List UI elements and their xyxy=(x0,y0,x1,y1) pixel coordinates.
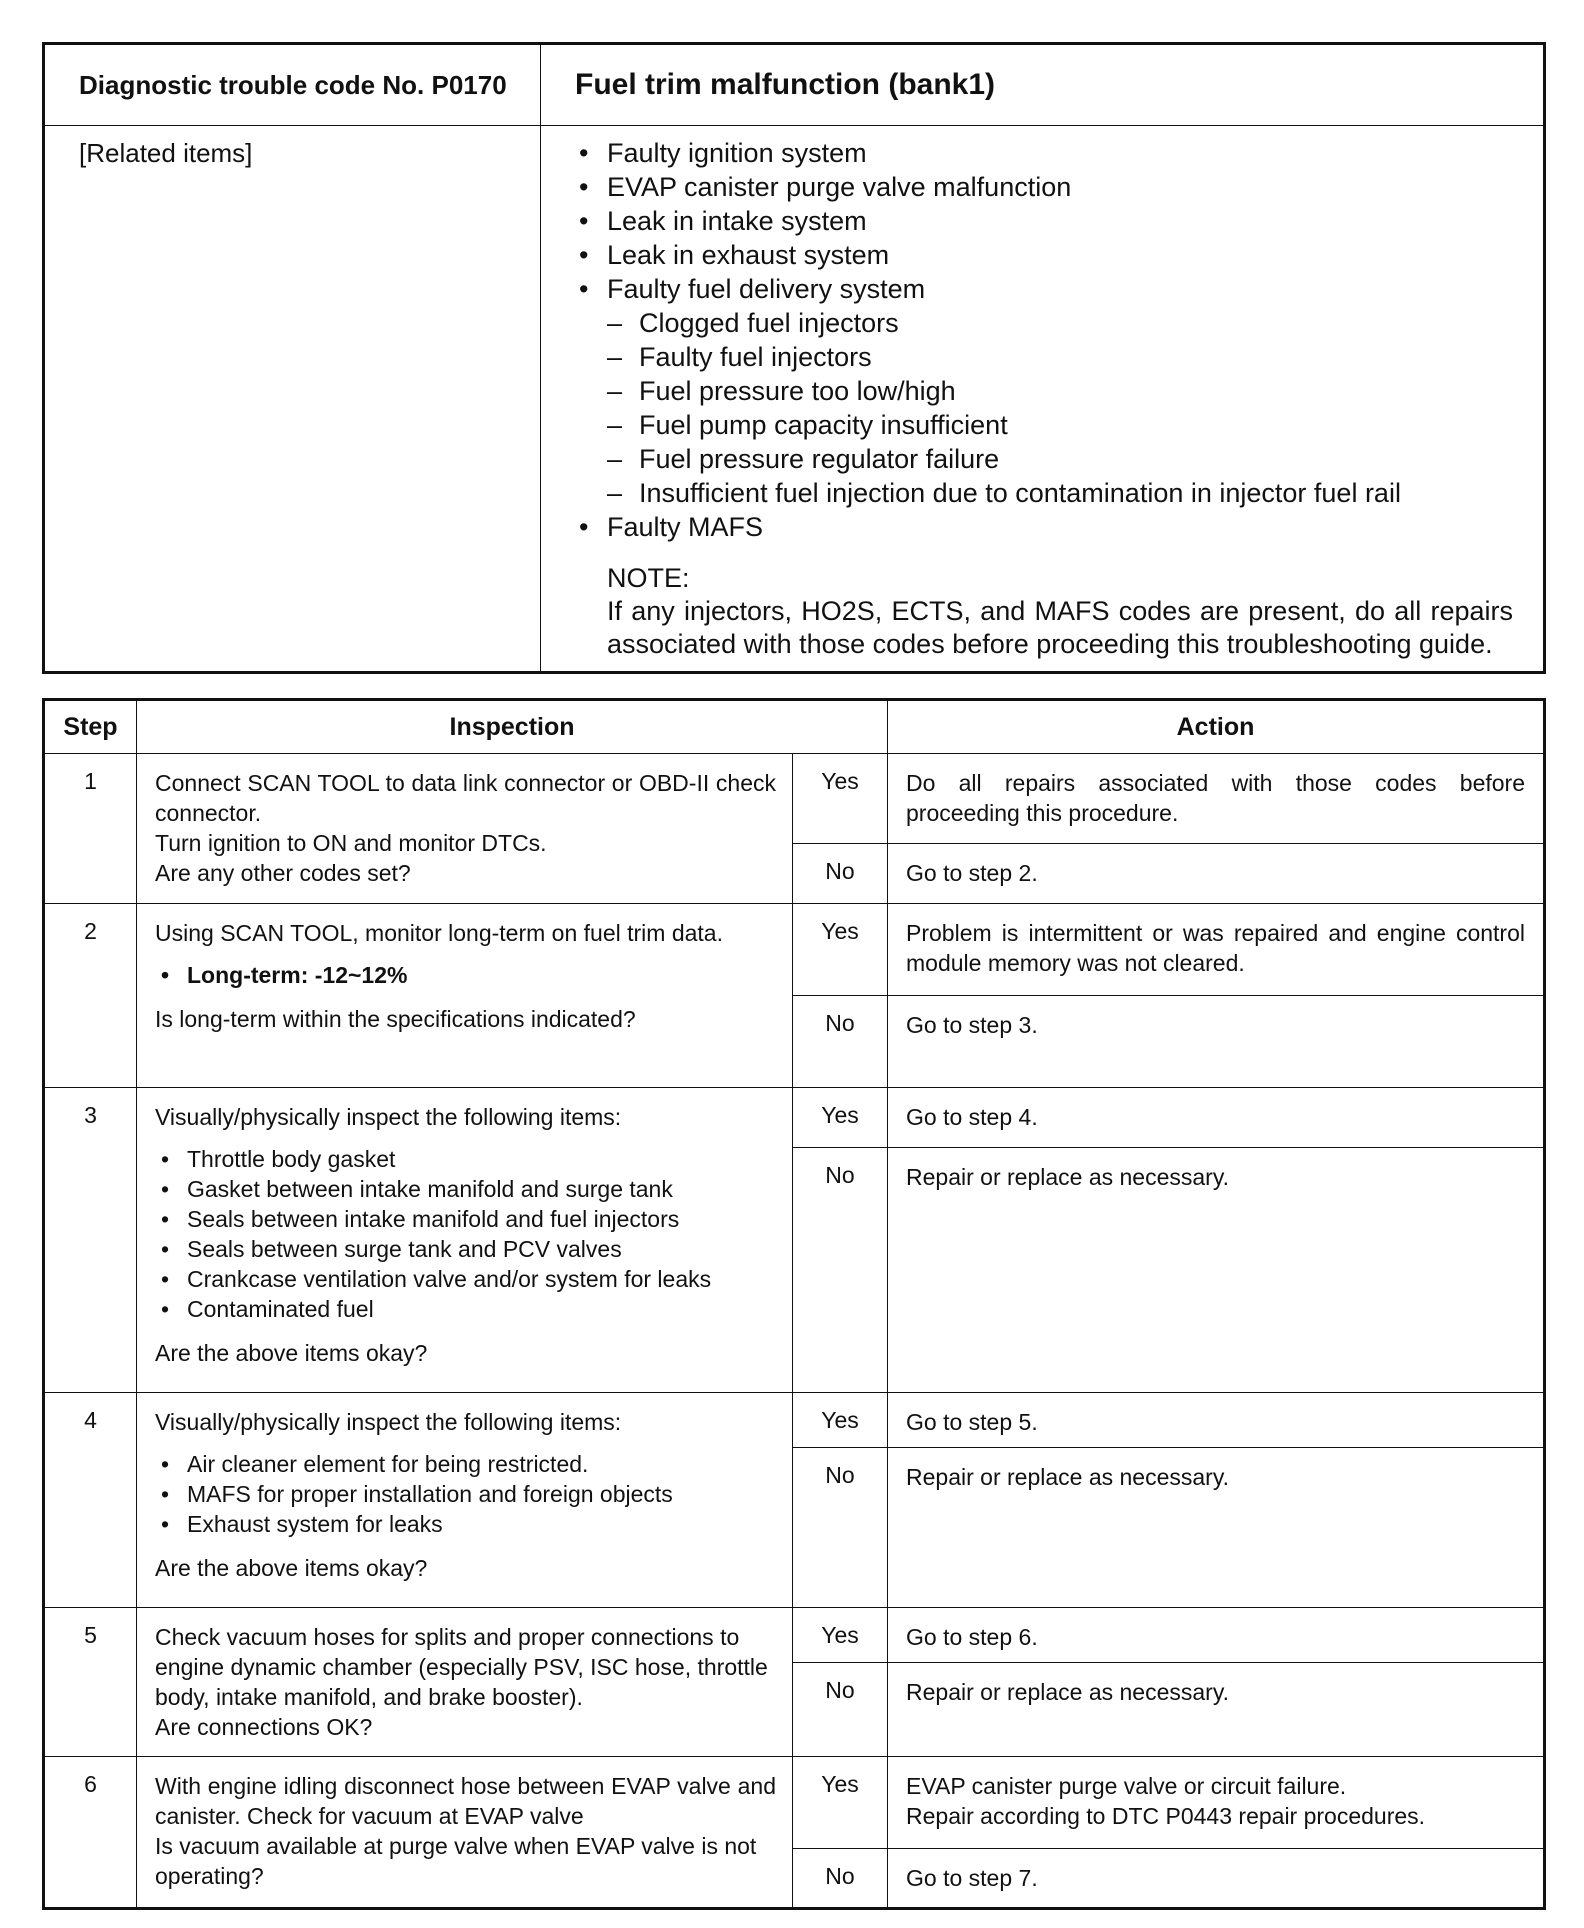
step-row xyxy=(44,1393,1545,1448)
no-action: Go to step 2. xyxy=(888,844,1545,904)
inspection-question: Are connections OK? xyxy=(155,1714,373,1740)
inspection-text: Visually/physically inspect the following items: xyxy=(155,1104,622,1130)
spec-value: • Long-term: -12~12% xyxy=(155,960,776,990)
step-row xyxy=(44,754,1545,844)
no-label: No xyxy=(793,1849,888,1909)
inspection-item: • Throttle body gasket xyxy=(155,1144,776,1174)
yes-action xyxy=(888,1757,1545,1849)
inspection-question: Are any other codes set? xyxy=(155,860,411,886)
note-label: NOTE: xyxy=(607,563,690,593)
inspection-item: • Crankcase ventilation valve and/or system for leaks xyxy=(155,1264,776,1294)
yes-action: Go to step 6. xyxy=(888,1608,1545,1663)
col-action-header: Action xyxy=(888,700,1545,754)
fuel-sub-item: – Insufficient fuel injection due to contamination in injector fuel rail xyxy=(607,476,1513,510)
dtc-code-label: Diagnostic trouble code No. P0170 xyxy=(44,44,541,126)
related-item-fuel xyxy=(575,272,1513,510)
related-items-cell xyxy=(541,126,1545,673)
step-number: 4 xyxy=(44,1393,137,1608)
fuel-sub-item: – Fuel pressure regulator failure xyxy=(607,442,1513,476)
dtc-info-table xyxy=(42,42,1546,674)
no-label: No xyxy=(793,844,888,904)
inspection-question: Are the above items okay? xyxy=(155,1555,428,1581)
inspection-text: Visually/physically inspect the following items: xyxy=(155,1409,622,1435)
yes-label: Yes xyxy=(793,1393,888,1448)
fuel-sub-item: – Clogged fuel injectors xyxy=(607,306,1513,340)
inspection-item: • MAFS for proper installation and foreign objects xyxy=(155,1479,776,1509)
step-inspection xyxy=(137,1608,793,1757)
yes-action: Problem is intermittent or was repaired and engine control module memory was not cleared. xyxy=(888,904,1545,996)
yes-action-line: Repair according to DTC P0443 repair procedures. xyxy=(906,1803,1426,1829)
yes-label: Yes xyxy=(793,754,888,844)
fuel-sub-item: – Faulty fuel injectors xyxy=(607,340,1513,374)
related-item: • Leak in intake system xyxy=(575,204,1513,238)
step-inspection xyxy=(137,754,793,904)
inspection-text: With engine idling disconnect hose between EVAP valve and canister. Check for vacuum at EVAP valve xyxy=(155,1773,776,1829)
related-item: • EVAP canister purge valve malfunction xyxy=(575,170,1513,204)
step-number: 5 xyxy=(44,1608,137,1757)
inspection-item: • Air cleaner element for being restricted. xyxy=(155,1449,776,1479)
related-item-label: Faulty fuel delivery system xyxy=(607,274,926,304)
no-label: No xyxy=(793,1148,888,1393)
note-text: If any injectors, HO2S, ECTS, and MAFS codes are present, do all repairs associated with those codes before proceeding this troubleshooting guide. xyxy=(607,596,1513,659)
no-action: Repair or replace as necessary. xyxy=(888,1448,1545,1608)
no-label: No xyxy=(793,996,888,1088)
related-item: • Leak in exhaust system xyxy=(575,238,1513,272)
step-inspection xyxy=(137,1088,793,1393)
yes-action-line: EVAP canister purge valve or circuit failure. xyxy=(906,1773,1347,1799)
step-row xyxy=(44,904,1545,996)
yes-label: Yes xyxy=(793,1088,888,1148)
col-inspection-header: Inspection xyxy=(137,700,888,754)
inspection-item: • Seals between surge tank and PCV valves xyxy=(155,1234,776,1264)
inspection-item: • Contaminated fuel xyxy=(155,1294,776,1324)
yes-label: Yes xyxy=(793,904,888,996)
inspection-text: Check vacuum hoses for splits and proper connections to engine dynamic chamber (especially PSV, ISC hose, throttle body, intake manifold, and brake booster). xyxy=(155,1624,768,1710)
yes-label: Yes xyxy=(793,1757,888,1849)
yes-action: Go to step 5. xyxy=(888,1393,1545,1448)
no-action: Repair or replace as necessary. xyxy=(888,1148,1545,1393)
yes-action: Go to step 4. xyxy=(888,1088,1545,1148)
step-inspection xyxy=(137,1393,793,1608)
no-action: Go to step 7. xyxy=(888,1849,1545,1909)
related-item: • Faulty MAFS xyxy=(575,510,1513,544)
fuel-sub-list xyxy=(607,306,1513,510)
related-item: • Faulty ignition system xyxy=(575,136,1513,170)
yes-label: Yes xyxy=(793,1608,888,1663)
inspection-item: • Exhaust system for leaks xyxy=(155,1509,776,1539)
inspection-item: • Gasket between intake manifold and surge tank xyxy=(155,1174,776,1204)
no-label: No xyxy=(793,1448,888,1608)
col-step-header: Step xyxy=(44,700,137,754)
note-block xyxy=(607,562,1513,661)
step-row xyxy=(44,1608,1545,1663)
inspection-question: Are the above items okay? xyxy=(155,1340,428,1366)
no-label: No xyxy=(793,1663,888,1757)
step-row xyxy=(44,1757,1545,1849)
related-items-label: [Related items] xyxy=(44,126,541,673)
inspection-items xyxy=(155,1144,776,1324)
step-inspection xyxy=(137,1757,793,1909)
inspection-item: • Seals between intake manifold and fuel injectors xyxy=(155,1204,776,1234)
fuel-sub-item: – Fuel pump capacity insufficient xyxy=(607,408,1513,442)
related-items-list xyxy=(575,136,1513,544)
spec-list xyxy=(155,960,776,990)
fuel-sub-item: – Fuel pressure too low/high xyxy=(607,374,1513,408)
inspection-text: Turn ignition to ON and monitor DTCs. xyxy=(155,830,547,856)
no-action: Repair or replace as necessary. xyxy=(888,1663,1545,1757)
step-number: 6 xyxy=(44,1757,137,1909)
inspection-items xyxy=(155,1449,776,1539)
step-number: 1 xyxy=(44,754,137,904)
inspection-question: Is vacuum available at purge valve when EVAP valve is not operating? xyxy=(155,1833,757,1889)
dtc-title: Fuel trim malfunction (bank1) xyxy=(541,44,1545,126)
step-inspection xyxy=(137,904,793,1088)
step-number: 3 xyxy=(44,1088,137,1393)
yes-action: Do all repairs associated with those codes before proceeding this procedure. xyxy=(888,754,1545,844)
inspection-text: Using SCAN TOOL, monitor long-term on fuel trim data. xyxy=(155,920,723,946)
inspection-text: Connect SCAN TOOL to data link connector or OBD-II check connector. xyxy=(155,770,776,826)
inspection-question: Is long-term within the specifications indicated? xyxy=(155,1006,636,1032)
step-number: 2 xyxy=(44,904,137,1088)
step-row xyxy=(44,1088,1545,1148)
inspection-table xyxy=(42,698,1546,1910)
no-action: Go to step 3. xyxy=(888,996,1545,1088)
